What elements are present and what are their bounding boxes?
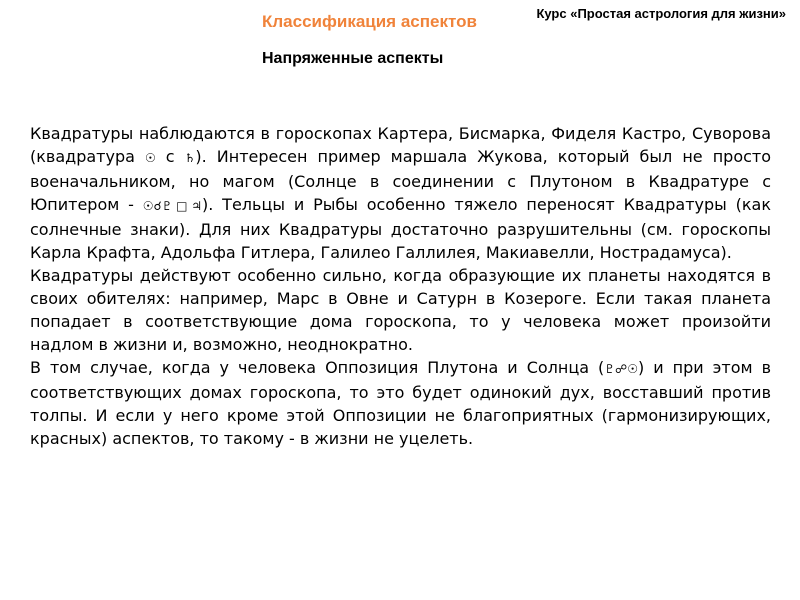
- page-title: Классификация аспектов: [262, 12, 477, 31]
- opposition-symbols-icon: ♇☍☉: [604, 362, 638, 376]
- aspect-symbols-icon: ☉☌♇□♃: [142, 199, 202, 213]
- course-label: Курс «Простая астрология для жизни»: [536, 6, 786, 21]
- text: Квадратуры наблюдаются в гороскопах Картера, Бисмарка, Фиделя Кастро, Суворова (квадратура: [30, 124, 771, 166]
- text: В том случае, когда у человека Оппозиция Плутона и Солнца (: [30, 358, 605, 377]
- text: ). Интересен пример маршала Жукова, который был не просто военачальником, но магом (Солнце в соединении с Плутоном в Квадратуре с Юпитером -: [30, 147, 772, 214]
- page-subtitle: Напряженные аспекты: [262, 50, 444, 67]
- saturn-icon: ♄: [184, 151, 196, 165]
- paragraph-1: [30, 122, 771, 264]
- paragraph-3: [30, 356, 771, 450]
- content: [30, 122, 771, 450]
- paragraph-2: Квадратуры действуют особенно сильно, когда образующие их планеты находятся в своих обителях: например, Марс в Овне и Сатурн в Козероге. Если такая планета попадает в соответствующие дома гороскопа, то у человека может произойти надлом в жизни и, возможно, неоднократно.: [30, 266, 771, 354]
- text: с: [155, 147, 185, 166]
- sun-icon: ☉: [144, 151, 156, 165]
- text: ). Тельцы и Рыбы особенно тяжело переносят Квадратуры (как солнечные знаки). Для них Квадратуры достаточно разрушительны (см. гороскопы Карла Крафта, Адольфа Гитлера, Галилео Галлилея, Макиавелли, Нострадамуса).: [30, 195, 771, 262]
- text: ) и при этом в соответствующих домах гороскопа, то это будет одинокий дух, восставший против толпы. И если у него кроме этой Оппозиции не благоприятных (гармонизирующих, красных) аспектов, то такому - в жизни не уцелеть.: [30, 358, 772, 448]
